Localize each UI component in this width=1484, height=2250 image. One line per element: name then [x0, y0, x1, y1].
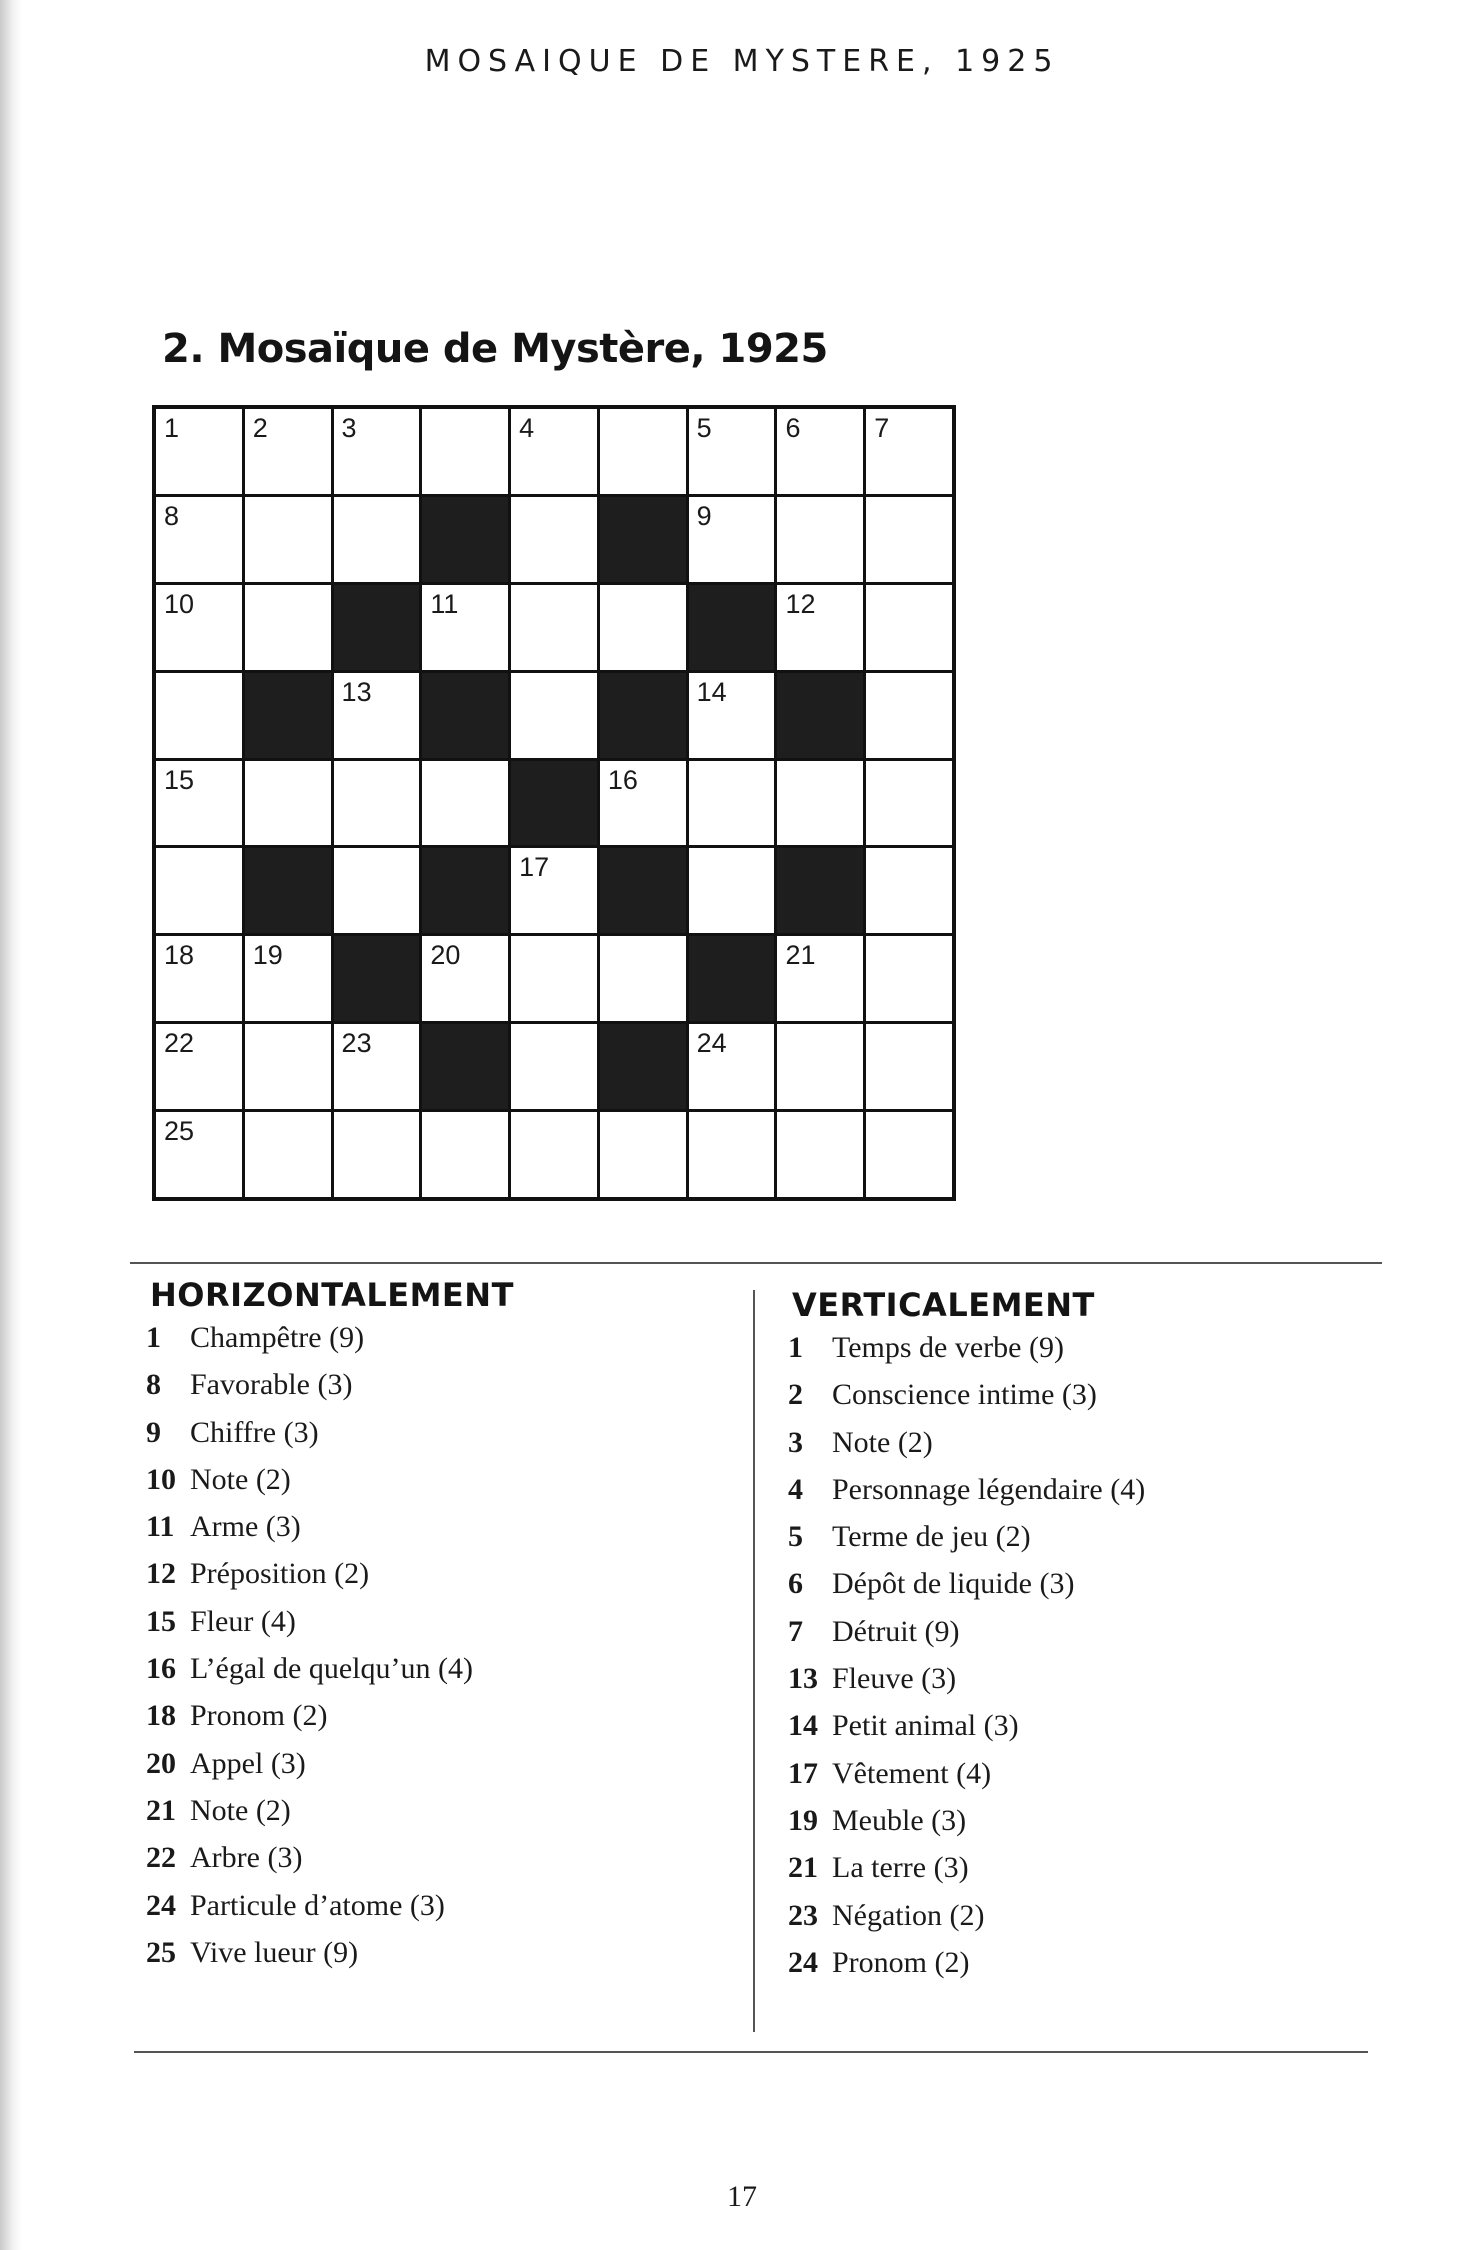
grid-black-square [245, 848, 331, 933]
grid-cell[interactable] [689, 761, 775, 846]
clue-number: 1 [146, 1321, 161, 1354]
page-edge-shadow [0, 0, 22, 2250]
grid-cell[interactable] [689, 848, 775, 933]
grid-cell[interactable] [156, 409, 242, 494]
clue-number: 21 [146, 1793, 176, 1827]
grid-cell[interactable] [245, 1024, 331, 1109]
grid-cell-number: 13 [341, 676, 372, 707]
grid-cell-number: 12 [785, 588, 816, 619]
grid-cell[interactable] [777, 1024, 863, 1109]
grid-black-square [689, 585, 775, 670]
clue-text: Arbre (3) [190, 1841, 303, 1875]
down-clue [788, 1513, 1145, 1560]
clue-number: 1 [788, 1331, 803, 1364]
clue-text: Dépôt de liquide (3) [832, 1567, 1075, 1601]
across-clue [146, 1361, 473, 1408]
grid-cell[interactable] [422, 761, 508, 846]
across-clue [146, 1409, 473, 1456]
crossword-grid [152, 405, 956, 1201]
grid-black-square [422, 848, 508, 933]
grid-cell-number: 4 [519, 413, 535, 443]
grid-cell[interactable] [866, 1112, 952, 1197]
across-clue [146, 1598, 473, 1645]
grid-cell-number: 19 [252, 940, 283, 971]
down-clue [788, 1466, 1145, 1513]
clue-text: Détruit (9) [832, 1614, 960, 1648]
across-clue [146, 1503, 473, 1550]
grid-cell[interactable] [689, 1112, 775, 1197]
grid-cell-number: 22 [164, 1028, 195, 1059]
grid-cell[interactable] [156, 848, 242, 933]
clue-number: 19 [788, 1803, 818, 1837]
top-divider [130, 1262, 1382, 1264]
grid-black-square [777, 848, 863, 933]
clue-number: 3 [788, 1425, 803, 1459]
grid-cell[interactable] [334, 848, 420, 933]
clue-number: 16 [146, 1652, 176, 1686]
clue-number: 25 [146, 1935, 176, 1969]
grid-cell[interactable] [156, 585, 242, 670]
grid-cell[interactable] [245, 409, 331, 494]
grid-black-square [511, 761, 597, 846]
grid-cell[interactable] [689, 673, 775, 758]
clue-text: Favorable (3) [190, 1368, 353, 1402]
down-clue [788, 1324, 1145, 1371]
grid-cell[interactable] [866, 409, 952, 494]
across-clue [146, 1692, 473, 1739]
grid-cell-number: 10 [164, 588, 195, 619]
grid-cell[interactable] [156, 761, 242, 846]
grid-cell[interactable] [600, 1112, 686, 1197]
grid-cell-number: 6 [785, 413, 801, 443]
clue-text: Arme (3) [190, 1510, 301, 1544]
grid-black-square [422, 673, 508, 758]
grid-cell-number: 8 [164, 500, 180, 531]
clue-number: 12 [146, 1557, 176, 1591]
grid-cell[interactable] [866, 761, 952, 846]
clue-number: 4 [788, 1472, 803, 1506]
grid-cell[interactable] [777, 1112, 863, 1197]
grid-black-square [600, 497, 686, 582]
grid-cell[interactable] [689, 409, 775, 494]
grid-cell[interactable] [511, 673, 597, 758]
grid-black-square [334, 936, 420, 1021]
grid-cell-number: 21 [785, 940, 816, 971]
grid-cell[interactable] [245, 497, 331, 582]
grid-cell[interactable] [245, 1112, 331, 1197]
grid-cell-number: 20 [430, 940, 461, 971]
clue-text: Chiffre (3) [190, 1415, 319, 1449]
clue-number: 21 [788, 1851, 818, 1885]
clue-text: Vive lueur (9) [190, 1935, 359, 1969]
grid-cell[interactable] [866, 585, 952, 670]
grid-cell-number: 7 [874, 413, 890, 443]
grid-cell[interactable] [511, 585, 597, 670]
grid-cell[interactable] [245, 936, 331, 1021]
running-header: MOSAIQUE DE MYSTERE, 1925 [424, 44, 1060, 79]
clue-number: 13 [788, 1662, 818, 1696]
clue-text: Préposition (2) [190, 1557, 370, 1591]
grid-cell[interactable] [777, 761, 863, 846]
grid-cell[interactable] [334, 1112, 420, 1197]
clue-text: Note (2) [190, 1793, 291, 1827]
clue-text: L’égal de quelqu’un (4) [190, 1652, 473, 1686]
grid-cell[interactable] [334, 761, 420, 846]
clue-text: Note (2) [190, 1462, 291, 1496]
grid-cell[interactable] [866, 936, 952, 1021]
across-clue [146, 1834, 473, 1881]
clue-number: 9 [146, 1415, 161, 1449]
grid-cell[interactable] [866, 497, 952, 582]
grid-cell-number: 24 [696, 1028, 727, 1059]
grid-cell-number: 15 [164, 764, 195, 795]
grid-cell[interactable] [245, 585, 331, 670]
grid-black-square [600, 1024, 686, 1109]
grid-cell[interactable] [511, 409, 597, 494]
down-clue [788, 1892, 1145, 1939]
clue-text: Petit animal (3) [832, 1709, 1019, 1743]
bottom-divider [134, 2051, 1368, 2053]
grid-cell[interactable] [600, 409, 686, 494]
grid-black-square [245, 673, 331, 758]
puzzle-title: 2. Mosaïque de Mystère, 1925 [162, 326, 828, 372]
grid-cell-number: 9 [696, 500, 712, 531]
down-clue [788, 1608, 1145, 1655]
grid-cell-number: 17 [519, 852, 550, 883]
across-clue [146, 1882, 473, 1929]
grid-cell[interactable] [156, 1112, 242, 1197]
grid-cell[interactable] [422, 1112, 508, 1197]
clue-text: Personnage légendaire (4) [832, 1472, 1146, 1506]
grid-cell[interactable] [334, 409, 420, 494]
clue-text: La terre (3) [832, 1851, 969, 1885]
clue-number: 22 [146, 1841, 176, 1875]
grid-black-square [600, 848, 686, 933]
clue-text: Champêtre (9) [190, 1321, 365, 1354]
clue-number: 20 [146, 1746, 176, 1780]
grid-cell[interactable] [422, 585, 508, 670]
grid-black-square [777, 673, 863, 758]
grid-cell-number: 1 [164, 413, 180, 443]
grid-cell[interactable] [245, 761, 331, 846]
down-clue [788, 1797, 1145, 1844]
down-clue [788, 1844, 1145, 1891]
grid-cell-number: 2 [252, 413, 268, 443]
grid-cell-number: 11 [430, 588, 459, 619]
across-clue [146, 1645, 473, 1692]
across-clue [146, 1550, 473, 1597]
grid-cell-number: 25 [164, 1116, 195, 1147]
down-clue [788, 1419, 1145, 1466]
clue-number: 6 [788, 1567, 803, 1601]
grid-cell-number: 14 [696, 676, 727, 707]
grid-black-square [422, 1024, 508, 1109]
grid-black-square [422, 497, 508, 582]
across-clue [146, 1929, 473, 1976]
down-clue [788, 1939, 1145, 1986]
grid-cell[interactable] [511, 1024, 597, 1109]
clue-text: Conscience intime (3) [832, 1378, 1097, 1412]
grid-cell[interactable] [600, 585, 686, 670]
clue-text: Terme de jeu (2) [832, 1520, 1031, 1554]
clue-text: Fleur (4) [190, 1604, 296, 1638]
clue-number: 24 [146, 1888, 176, 1922]
down-clue [788, 1560, 1145, 1607]
grid-cell-number: 16 [607, 764, 638, 795]
clue-number: 15 [146, 1604, 176, 1638]
clue-text: Négation (2) [832, 1898, 985, 1932]
clue-number: 8 [146, 1368, 161, 1402]
across-clue [146, 1456, 473, 1503]
grid-cell[interactable] [866, 848, 952, 933]
clue-text: Fleuve (3) [832, 1662, 957, 1696]
grid-cell-number: 23 [341, 1028, 372, 1059]
grid-cell[interactable] [334, 1024, 420, 1109]
grid-cell[interactable] [156, 673, 242, 758]
grid-black-square [600, 673, 686, 758]
clue-number: 24 [788, 1945, 818, 1979]
grid-cell[interactable] [777, 409, 863, 494]
down-clue [788, 1655, 1145, 1702]
grid-cell[interactable] [600, 761, 686, 846]
clue-text: Meuble (3) [832, 1803, 967, 1837]
grid-cell-number: 18 [164, 940, 195, 971]
grid-cell[interactable] [156, 497, 242, 582]
clue-text: Pronom (2) [832, 1945, 970, 1979]
grid-cell[interactable] [600, 936, 686, 1021]
grid-black-square [689, 936, 775, 1021]
clue-number: 7 [788, 1614, 803, 1648]
clue-number: 5 [788, 1520, 803, 1554]
grid-cell[interactable] [511, 848, 597, 933]
clue-text: Note (2) [832, 1425, 933, 1459]
clue-text: Pronom (2) [190, 1699, 328, 1733]
grid-cell[interactable] [422, 936, 508, 1021]
grid-cell[interactable] [777, 936, 863, 1021]
page-number: 17 [727, 2180, 757, 2213]
down-clue [788, 1371, 1145, 1418]
grid-cell[interactable] [511, 497, 597, 582]
across-clue-list [146, 1314, 473, 1976]
clue-number: 17 [788, 1756, 818, 1790]
grid-cell[interactable] [777, 497, 863, 582]
grid-cell[interactable] [156, 936, 242, 1021]
down-clue [788, 1750, 1145, 1797]
across-clue [146, 1787, 473, 1834]
down-clue-list [788, 1324, 1145, 1986]
grid-cell[interactable] [511, 1112, 597, 1197]
grid-cell-number: 3 [341, 413, 357, 443]
clue-number: 23 [788, 1898, 818, 1932]
clue-number: 14 [788, 1709, 818, 1743]
grid-cell[interactable] [777, 585, 863, 670]
grid-cell[interactable] [334, 673, 420, 758]
grid-cell[interactable] [866, 673, 952, 758]
across-heading: HORIZONTALEMENT [150, 1276, 514, 1314]
grid-cell[interactable] [334, 497, 420, 582]
grid-cell[interactable] [689, 497, 775, 582]
column-divider [753, 1290, 755, 2032]
clue-text: Appel (3) [190, 1746, 306, 1780]
across-clue [146, 1314, 473, 1361]
clue-number: 10 [146, 1462, 176, 1496]
clue-number: 2 [788, 1378, 803, 1412]
grid-cell[interactable] [689, 1024, 775, 1109]
down-heading: VERTICALEMENT [792, 1286, 1095, 1324]
grid-cell[interactable] [866, 1024, 952, 1109]
grid-cell-number: 5 [696, 413, 712, 443]
clue-number: 11 [146, 1510, 175, 1544]
clue-number: 18 [146, 1699, 176, 1733]
across-clue [146, 1740, 473, 1787]
clue-text: Particule d’atome (3) [190, 1888, 445, 1922]
clue-text: Temps de verbe (9) [832, 1331, 1064, 1364]
grid-black-square [334, 585, 420, 670]
grid-cell[interactable] [156, 1024, 242, 1109]
grid-cell[interactable] [511, 936, 597, 1021]
down-clue [788, 1702, 1145, 1749]
grid-cell[interactable] [422, 409, 508, 494]
clue-text: Vêtement (4) [832, 1756, 992, 1790]
